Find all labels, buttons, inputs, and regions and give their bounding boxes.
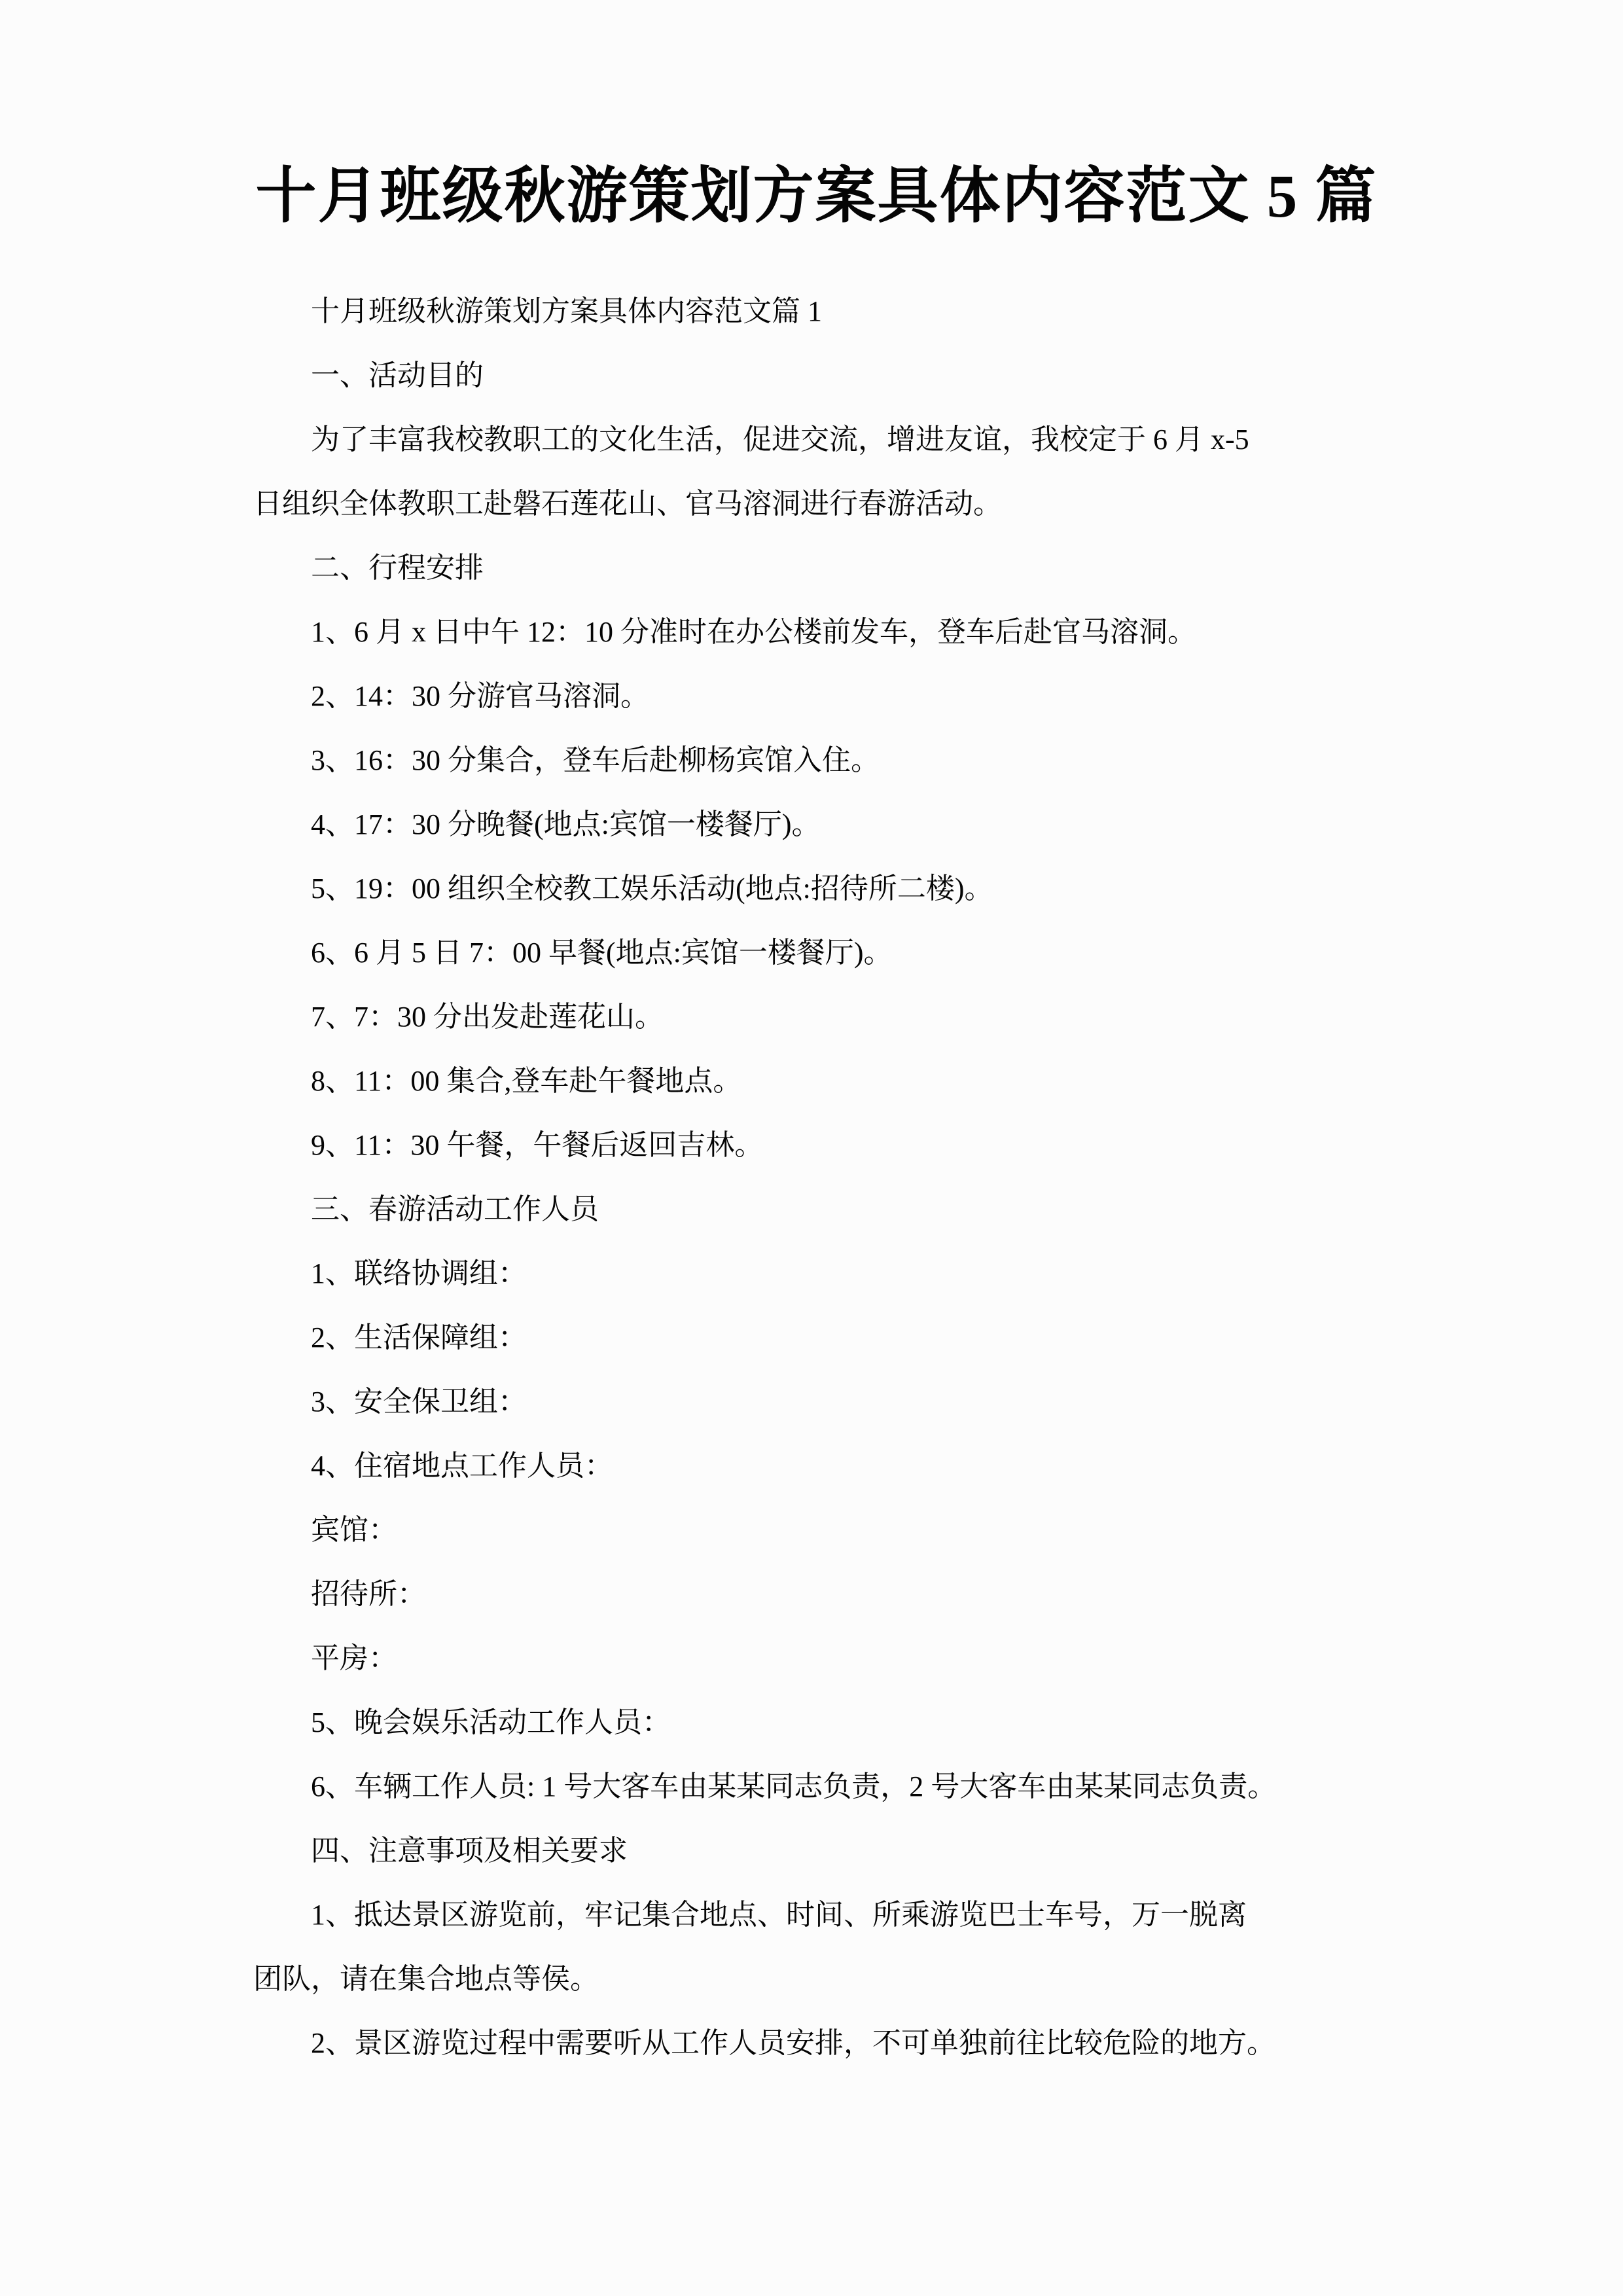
document-line: 1、6 月 x 日中午 12：10 分准时在办公楼前发车，登车后赴官马溶洞。 xyxy=(311,615,1196,648)
document-line: 二、行程安排 xyxy=(311,551,484,584)
document-body xyxy=(253,279,1380,2075)
document-line: 1、抵达景区游览前，牢记集合地点、时间、所乘游览巴士车号，万一脱离 xyxy=(311,1898,1247,1931)
document-line: 1、联络协调组： xyxy=(311,1257,527,1289)
document-line: 日组织全体教职工赴磐石莲花山、官马溶洞进行春游活动。 xyxy=(253,487,1002,520)
document-line: 四、注意事项及相关要求 xyxy=(311,1834,628,1867)
document-line: 2、生活保障组： xyxy=(311,1321,527,1354)
document-line: 4、住宿地点工作人员： xyxy=(311,1449,613,1482)
document-title: 十月班级秋游策划方案具体内容范文 5 篇 xyxy=(255,163,1378,230)
document-line: 7、7：30 分出发赴莲花山。 xyxy=(311,1000,664,1033)
document-line: 三、春游活动工作人员 xyxy=(311,1193,599,1225)
document-line: 平房： xyxy=(311,1641,397,1674)
document-line: 团队，请在集合地点等侯。 xyxy=(253,1962,599,1995)
document-line: 6、6 月 5 日 7：00 早餐(地点:宾馆一楼餐厅)。 xyxy=(311,936,893,969)
document-line: 2、景区游览过程中需要听从工作人员安排，不可单独前往比较危险的地方。 xyxy=(311,2026,1275,2059)
document-line: 8、11：00 集合,登车赴午餐地点。 xyxy=(311,1064,742,1097)
document-line: 3、安全保卫组： xyxy=(311,1385,527,1418)
document-line: 一、活动目的 xyxy=(311,359,484,391)
document-line: 5、晚会娱乐活动工作人员： xyxy=(311,1706,671,1738)
document-line: 6、车辆工作人员: 1 号大客车由某某同志负责，2 号大客车由某某同志负责。 xyxy=(311,1770,1277,1803)
document-line: 十月班级秋游策划方案具体内容范文篇 1 xyxy=(311,295,822,327)
document-line: 9、11：30 午餐，午餐后返回吉林。 xyxy=(311,1128,764,1161)
document-line: 5、19：00 组织全校教工娱乐活动(地点:招待所二楼)。 xyxy=(311,872,993,905)
document-line: 3、16：30 分集合，登车后赴柳杨宾馆入住。 xyxy=(311,744,880,776)
document-line: 4、17：30 分晚餐(地点:宾馆一楼餐厅)。 xyxy=(311,808,821,840)
document-line: 宾馆： xyxy=(311,1513,397,1546)
document-line: 为了丰富我校教职工的文化生活，促进交流，增进友谊，我校定于 6 月 x-5 xyxy=(311,423,1249,456)
document-line: 招待所： xyxy=(311,1577,426,1610)
document-line: 2、14：30 分游官马溶洞。 xyxy=(311,679,649,712)
